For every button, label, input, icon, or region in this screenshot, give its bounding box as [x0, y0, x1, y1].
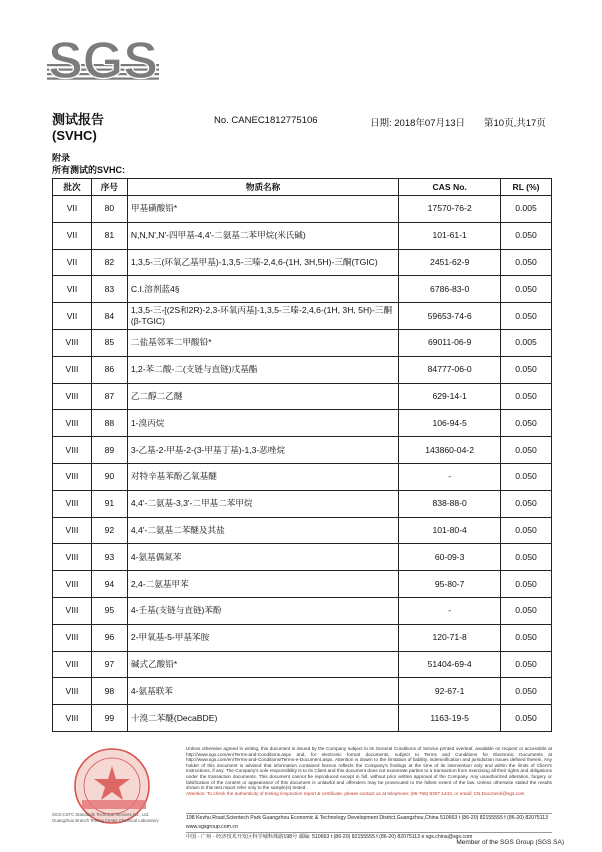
cell-no: 96 [91, 624, 127, 651]
sgs-member-note: Member of the SGS Group (SGS SA) [456, 839, 564, 846]
cell-substance: 2-甲氧基-5-甲基苯胺 [127, 624, 398, 651]
cell-batch: VIII [53, 651, 92, 678]
col-batch: 批次 [53, 179, 92, 196]
annex-heading [52, 152, 125, 176]
cell-cas: 92-67-1 [399, 678, 501, 705]
cell-substance: 十溴二苯醚(DecaBDE) [127, 705, 398, 732]
cell-cas: 120-71-8 [399, 624, 501, 651]
table-row [53, 624, 552, 651]
cell-no: 97 [91, 651, 127, 678]
table-body [53, 196, 552, 732]
cell-cas: 60-09-3 [399, 544, 501, 571]
cell-rl: 0.050 [501, 463, 552, 490]
cell-rl: 0.050 [501, 222, 552, 249]
cell-batch: VIII [53, 356, 92, 383]
cell-no: 83 [91, 276, 127, 303]
cell-cas: 69011-06-9 [399, 329, 501, 356]
table-row [53, 410, 552, 437]
cell-rl: 0.050 [501, 678, 552, 705]
cell-substance: 对特辛基苯酚乙氧基醚 [127, 463, 398, 490]
table-row [53, 276, 552, 303]
table-row [53, 678, 552, 705]
disclaimer [186, 746, 552, 796]
cell-substance: 1-溴丙烷 [127, 410, 398, 437]
cell-cas: 84777-06-0 [399, 356, 501, 383]
col-no: 序号 [91, 179, 127, 196]
table-row [53, 196, 552, 223]
lab-name [52, 812, 159, 823]
cell-cas: - [399, 597, 501, 624]
cell-substance: 3-乙基-2-甲基-2-(3-甲基丁基)-1,3-恶唑烷 [127, 437, 398, 464]
cell-batch: VII [53, 222, 92, 249]
report-title-cn: 测试报告 [52, 112, 105, 127]
col-rl: RL (%) [501, 179, 552, 196]
cell-cas: 838-88-0 [399, 490, 501, 517]
sgs-logo [47, 30, 159, 96]
cell-cas: - [399, 463, 501, 490]
annex-label: 附录 [52, 153, 71, 163]
cell-batch: VIII [53, 705, 92, 732]
table-row [53, 222, 552, 249]
cell-rl: 0.050 [501, 303, 552, 330]
cell-batch: VIII [53, 517, 92, 544]
col-substance: 物质名称 [127, 179, 398, 196]
cell-batch: VIII [53, 678, 92, 705]
cell-substance: 1,2-苯二酸-二(支链与直链)戊基酯 [127, 356, 398, 383]
cell-cas: 51404-69-4 [399, 651, 501, 678]
cell-batch: VIII [53, 437, 92, 464]
cell-substance: 甲基磺酸铅* [127, 196, 398, 223]
table-row [53, 544, 552, 571]
cell-substance: 4-氨基偶氮苯 [127, 544, 398, 571]
table-row [53, 329, 552, 356]
cell-no: 82 [91, 249, 127, 276]
page-number: 第10页,共17页 [484, 118, 546, 129]
cell-cas: 629-14-1 [399, 383, 501, 410]
attention-notice: Attention: To check the authenticity of testing /inspection report & certificate, please contact us at telephone: (86-755) 8307 1443, or email: CN.Doccheck@sgs.com [186, 790, 525, 796]
table-header-row [53, 179, 552, 196]
cell-rl: 0.050 [501, 276, 552, 303]
report-title-svhc: (SVHC) [52, 128, 97, 143]
report-title [52, 112, 104, 144]
cell-rl: 0.050 [501, 383, 552, 410]
cell-rl: 0.050 [501, 356, 552, 383]
cell-substance: 4-壬基(支链与直链)苯酚 [127, 597, 398, 624]
table-row [53, 437, 552, 464]
cell-rl: 0.050 [501, 490, 552, 517]
cell-substance: 4,4'-二氨基二苯醚及其盐 [127, 517, 398, 544]
cell-cas: 106-94-5 [399, 410, 501, 437]
cell-no: 99 [91, 705, 127, 732]
cell-rl: 0.005 [501, 329, 552, 356]
cell-cas: 143860-04-2 [399, 437, 501, 464]
cell-no: 89 [91, 437, 127, 464]
cell-cas: 101-80-4 [399, 517, 501, 544]
cell-substance: C.I.溶剂蓝4§ [127, 276, 398, 303]
cell-batch: VII [53, 276, 92, 303]
cell-rl: 0.050 [501, 705, 552, 732]
cell-cas: 95-80-7 [399, 571, 501, 598]
table-row [53, 651, 552, 678]
table-row [53, 571, 552, 598]
cell-no: 98 [91, 678, 127, 705]
cell-no: 95 [91, 597, 127, 624]
table-row [53, 249, 552, 276]
cell-rl: 0.005 [501, 196, 552, 223]
cell-rl: 0.050 [501, 651, 552, 678]
cell-batch: VIII [53, 329, 92, 356]
cell-batch: VIII [53, 597, 92, 624]
cell-cas: 101-61-1 [399, 222, 501, 249]
col-cas: CAS No. [399, 179, 501, 196]
cell-rl: 0.050 [501, 410, 552, 437]
cell-batch: VIII [53, 624, 92, 651]
table-row [53, 303, 552, 330]
lab-name-line2: Guangzhou Branch Testing Center Chemical Laboratory [52, 817, 159, 823]
cell-substance: 碱式乙酸铅* [127, 651, 398, 678]
cell-no: 80 [91, 196, 127, 223]
cell-no: 86 [91, 356, 127, 383]
cell-no: 91 [91, 490, 127, 517]
cell-cas: 17570-76-2 [399, 196, 501, 223]
cell-substance: 1,3,5-三(环氧乙基甲基)-1,3,5-三嗪-2,4,6-(1H, 3H,5H)-三酮(TGIC) [127, 249, 398, 276]
cell-rl: 0.050 [501, 517, 552, 544]
cell-rl: 0.050 [501, 249, 552, 276]
report-number: No. CANEC1812775106 [214, 115, 318, 126]
cell-no: 92 [91, 517, 127, 544]
address-en: 198 Kezhu Road,Scientech Park Guangzhou Economic & Technology Development District,Guangzhou,China 510663 t (86-20) 82155555 f (86-20) 82075113 www.sgsgroup.com.cn [186, 813, 552, 832]
cell-batch: VII [53, 303, 92, 330]
table-row [53, 356, 552, 383]
table-row [53, 383, 552, 410]
cell-substance: 2,4-二氨基甲苯 [127, 571, 398, 598]
cell-rl: 0.050 [501, 544, 552, 571]
svg-text:SGS: SGS [48, 32, 158, 90]
annex-subtitle: 所有测试的SVHC: [52, 165, 126, 175]
cell-batch: VIII [53, 490, 92, 517]
cell-rl: 0.050 [501, 437, 552, 464]
table-row [53, 490, 552, 517]
cell-substance: 4-氨基联苯 [127, 678, 398, 705]
cell-no: 90 [91, 463, 127, 490]
table-row [53, 705, 552, 732]
cell-substance: N,N,N',N'-四甲基-4,4'-二氨基二苯甲烷(米氏碱) [127, 222, 398, 249]
cell-batch: VIII [53, 571, 92, 598]
table-row [53, 517, 552, 544]
report-date: 日期: 2018年07月13日 [370, 118, 466, 129]
cell-substance: 二盐基邻苯二甲酸铅* [127, 329, 398, 356]
address-block [186, 813, 552, 842]
cell-batch: VII [53, 196, 92, 223]
table-row [53, 597, 552, 624]
cell-cas: 1163-19-5 [399, 705, 501, 732]
cell-batch: VIII [53, 410, 92, 437]
cell-no: 81 [91, 222, 127, 249]
cell-no: 85 [91, 329, 127, 356]
cell-no: 94 [91, 571, 127, 598]
cell-cas: 6786-83-0 [399, 276, 501, 303]
cell-batch: VIII [53, 463, 92, 490]
table-row [53, 463, 552, 490]
cell-rl: 0.050 [501, 624, 552, 651]
cell-rl: 0.050 [501, 571, 552, 598]
cell-substance: 4,4'-二氨基-3,3'-二甲基二苯甲烷 [127, 490, 398, 517]
cell-batch: VIII [53, 383, 92, 410]
lab-name-line1: SGS-CSTC Standards Technical Services Co., Ltd. [52, 812, 150, 817]
cell-batch: VII [53, 249, 92, 276]
cell-cas: 2451-62-9 [399, 249, 501, 276]
cell-no: 93 [91, 544, 127, 571]
cell-rl: 0.050 [501, 597, 552, 624]
cell-no: 87 [91, 383, 127, 410]
cell-no: 84 [91, 303, 127, 330]
cell-substance: 1,3,5-三-[(2S和2R)-2,3-环氧丙基]-1,3,5-三嗪-2,4,6-(1H, 3H, 5H)-三酮(β-TGIC) [127, 303, 398, 330]
cell-no: 88 [91, 410, 127, 437]
cell-substance: 乙二醇二乙醚 [127, 383, 398, 410]
svhc-table [52, 178, 552, 732]
cell-cas: 59653-74-6 [399, 303, 501, 330]
disclaimer-text: Unless otherwise agreed in writing, this document is issued by the Company subject to its General Conditions of Service printed overleaf, available on request or accessible at http://www.sgs.com/en/Terms-and-Conditions.aspx and, for electronic format documents, subject to Terms and Conditions for Electronic Documents at http://www.sgs.com/en/Terms-and-Conditions/Terms-e-Document.aspx. Attention is drawn to the limitation of liability, indemnification and jurisdiction issues defined therein. Any holder of this document is advised that information contained hereon reflects the Company's findings at the time of its intervention only and within the limits of Client's instructions, if any. The Company's sole responsibility is to its Client and this document does not exonerate parties to a transaction from exercising all their rights and obligations under the transaction documents. This document cannot be reproduced except in full, without prior written approval of the Company. Any unauthorized alteration, forgery or falsification of the content or appearance of this document is unlawful and offenders may be prosecuted to the fullest extent of the law. Unless otherwise stated the results shown in this test report refer only to the sample(s) tested . [186, 746, 552, 791]
cell-batch: VIII [53, 544, 92, 571]
address-cn: 中国 · 广州 · 经济技术开发区科学城科珠路198号 邮编: 510663 t (86-20) 82155555 f (86-20) 82075113 e sgs.china@sgs.com [186, 832, 552, 842]
